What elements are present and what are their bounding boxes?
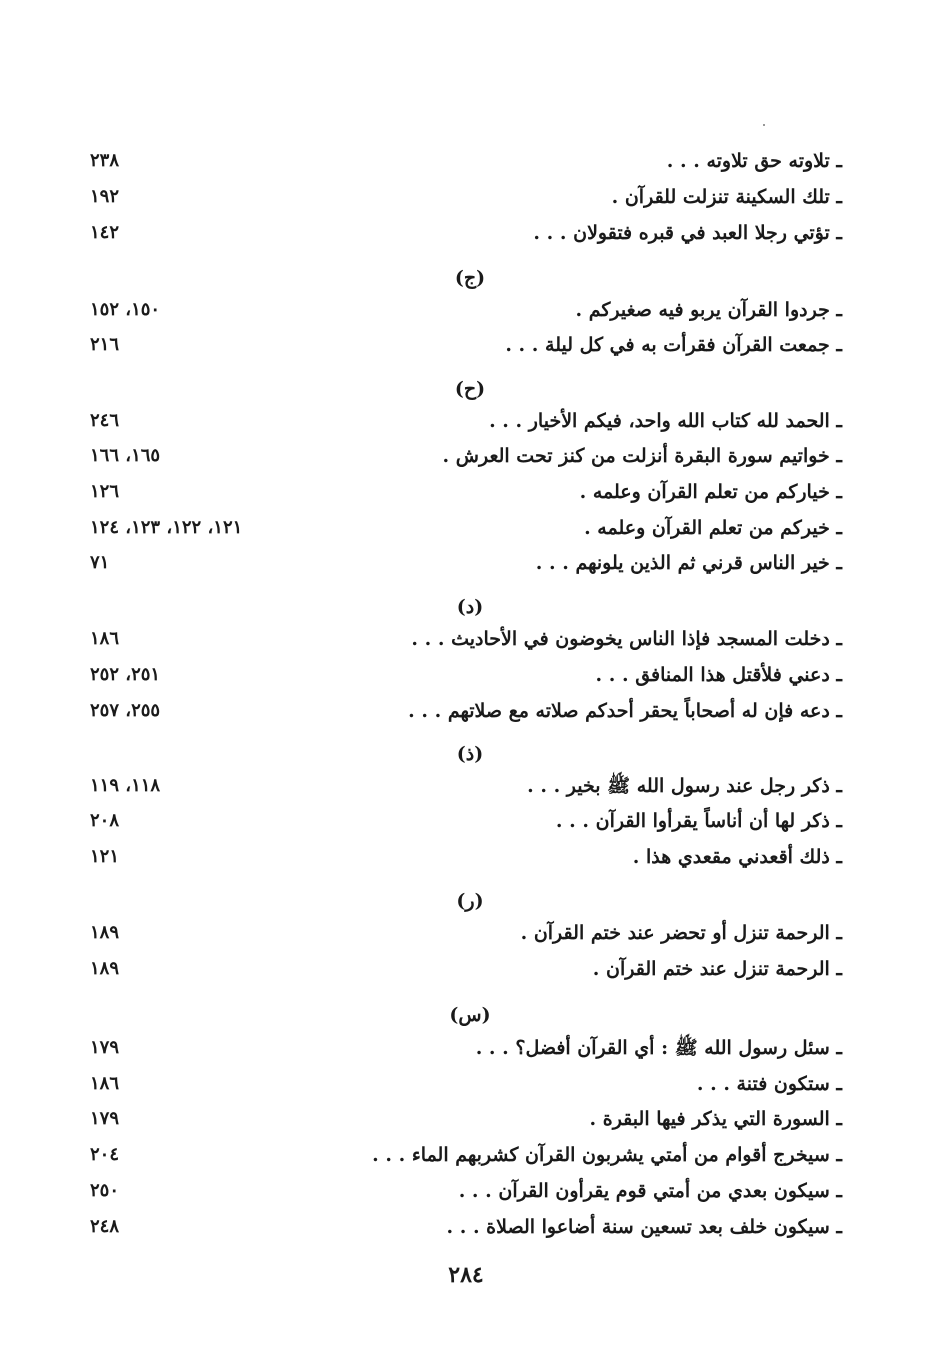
index-entry bbox=[90, 439, 842, 473]
entry-text: ـ خيركم من تعلم القرآن وعلمه . bbox=[584, 517, 842, 539]
entry-text: ـ ذكر رجل عند رسول الله ﷺ بخير . . . bbox=[527, 775, 842, 797]
index-entry bbox=[90, 1138, 842, 1172]
entry-text: ـ الحمد لله كتاب الله واحد، فيكم الأخيار . . . bbox=[489, 410, 842, 432]
entry-text: ـ ذكر لها أن أناساً يقرأوا القرآن . . . bbox=[555, 810, 842, 832]
index-entry bbox=[90, 952, 842, 986]
entry-pages: ١٢١ bbox=[90, 846, 120, 867]
section-heading: (ج) bbox=[454, 267, 486, 289]
entry-pages: ١٩٢ bbox=[90, 186, 120, 207]
entry-text: ـ تلك السكينة تنزلت للقرآن . bbox=[611, 186, 842, 208]
index-entry bbox=[90, 144, 842, 178]
entry-text: ـ خواتيم سورة البقرة أنزلت من كنز تحت العرش . bbox=[442, 445, 842, 467]
scan-speck bbox=[763, 124, 765, 126]
entry-pages: ٢٤٨ bbox=[90, 1216, 120, 1237]
entry-text: ـ دعني فلأقتل هذا المنافق . . . bbox=[595, 664, 842, 686]
index-entry bbox=[90, 475, 842, 509]
index-entry bbox=[90, 694, 842, 728]
index-entry bbox=[90, 293, 842, 327]
index-entry bbox=[90, 1174, 842, 1208]
entry-text: ـ جمعت القرآن فقرأت به في كل ليلة . . . bbox=[505, 334, 842, 356]
entry-text: ـ تؤتي رجلا العبد في قبره فتقولان . . . bbox=[533, 222, 842, 244]
section-heading: (س) bbox=[449, 1004, 491, 1026]
entry-text: ـ سيخرج أقوام من أمتي يشربون القرآن كشربهم الماء . . . bbox=[372, 1144, 842, 1166]
entry-text: ـ ذلك أقعدني مقعدي هذا . bbox=[632, 846, 842, 868]
index-entry bbox=[90, 1102, 842, 1136]
entry-text: ـ ستكون فتنة . . . bbox=[696, 1073, 842, 1095]
entry-pages: ١٢٦ bbox=[90, 481, 120, 502]
entry-pages: ١٨٩ bbox=[90, 922, 120, 943]
section-heading: (ر) bbox=[456, 890, 484, 912]
entry-text: ـ دعه فإن له أصحاباً يحقر أحدكم صلاته مع صلاتهم . . . bbox=[408, 700, 842, 722]
index-entry bbox=[90, 404, 842, 438]
section-heading: (د) bbox=[456, 596, 484, 618]
entry-pages: ١٨٦ bbox=[90, 1073, 120, 1094]
index-entry bbox=[90, 916, 842, 950]
entry-text: ـ الرحمة تنزل أو تحضر عند ختم القرآن . bbox=[520, 922, 842, 944]
index-entry bbox=[90, 1031, 842, 1065]
entry-pages: ٢٤٦ bbox=[90, 410, 120, 431]
entry-pages: ٢٣٨ bbox=[90, 150, 120, 171]
entry-pages: ١٢١، ١٢٢، ١٢٣، ١٢٤ bbox=[90, 517, 243, 538]
entry-text: ـ سيكون خلف بعد تسعين سنة أضاعوا الصلاة . . . bbox=[446, 1216, 842, 1238]
entry-text: ـ دخلت المسجد فإذا الناس يخوضون في الأحاديث . . . bbox=[411, 628, 842, 650]
entry-pages: ١٧٩ bbox=[90, 1108, 120, 1129]
entry-text: ـ سئل رسول الله ﷺ : أي القرآن أفضل؟ . . . bbox=[475, 1037, 842, 1059]
index-entry bbox=[90, 180, 842, 214]
entry-pages: ١١٨، ١١٩ bbox=[90, 775, 161, 796]
index-entry bbox=[90, 769, 842, 803]
entry-pages: ٢٠٨ bbox=[90, 810, 120, 831]
entry-pages: ٢٥١، ٢٥٢ bbox=[90, 664, 161, 685]
index-entry bbox=[90, 804, 842, 838]
entry-pages: ٢١٦ bbox=[90, 334, 120, 355]
entry-pages: ١٨٩ bbox=[90, 958, 120, 979]
entry-pages: ٢٥٠ bbox=[90, 1180, 120, 1201]
entry-pages: ١٨٦ bbox=[90, 628, 120, 649]
index-entry bbox=[90, 328, 842, 362]
entry-pages: ١٦٥، ١٦٦ bbox=[90, 445, 161, 466]
index-entry bbox=[90, 1210, 842, 1244]
entry-text: ـ سيكون بعدي من أمتي قوم يقرأون القرآن . . . bbox=[458, 1180, 842, 1202]
index-entry bbox=[90, 216, 842, 250]
entry-pages: ٢٥٥، ٢٥٧ bbox=[90, 700, 161, 721]
index-entry bbox=[90, 622, 842, 656]
section-heading: (ح) bbox=[454, 378, 486, 400]
index-entry bbox=[90, 511, 842, 545]
page-number: ٢٨٤ bbox=[448, 1262, 484, 1288]
index-entry bbox=[90, 840, 842, 874]
entry-pages: ١٥٠، ١٥٢ bbox=[90, 299, 161, 320]
entry-text: ـ تلاوته حق تلاوته . . . bbox=[666, 150, 842, 172]
section-heading: (ذ) bbox=[456, 743, 484, 765]
entry-text: ـ جردوا القرآن يربو فيه صغيركم . bbox=[575, 299, 842, 321]
index-entry bbox=[90, 546, 842, 580]
index-entry bbox=[90, 658, 842, 692]
entry-pages: ١٧٩ bbox=[90, 1037, 120, 1058]
index-entry bbox=[90, 1067, 842, 1101]
entry-text: ـ خياركم من تعلم القرآن وعلمه . bbox=[579, 481, 842, 503]
entry-text: ـ السورة التي يذكر فيها البقرة . bbox=[589, 1108, 842, 1130]
entry-pages: ٧١ bbox=[90, 552, 110, 573]
entry-text: ـ الرحمة تنزل عند ختم القرآن . bbox=[592, 958, 842, 980]
entry-pages: ٢٠٤ bbox=[90, 1144, 120, 1165]
entry-pages: ١٤٢ bbox=[90, 222, 120, 243]
entry-text: ـ خير الناس قرني ثم الذين يلونهم . . . bbox=[535, 552, 842, 574]
